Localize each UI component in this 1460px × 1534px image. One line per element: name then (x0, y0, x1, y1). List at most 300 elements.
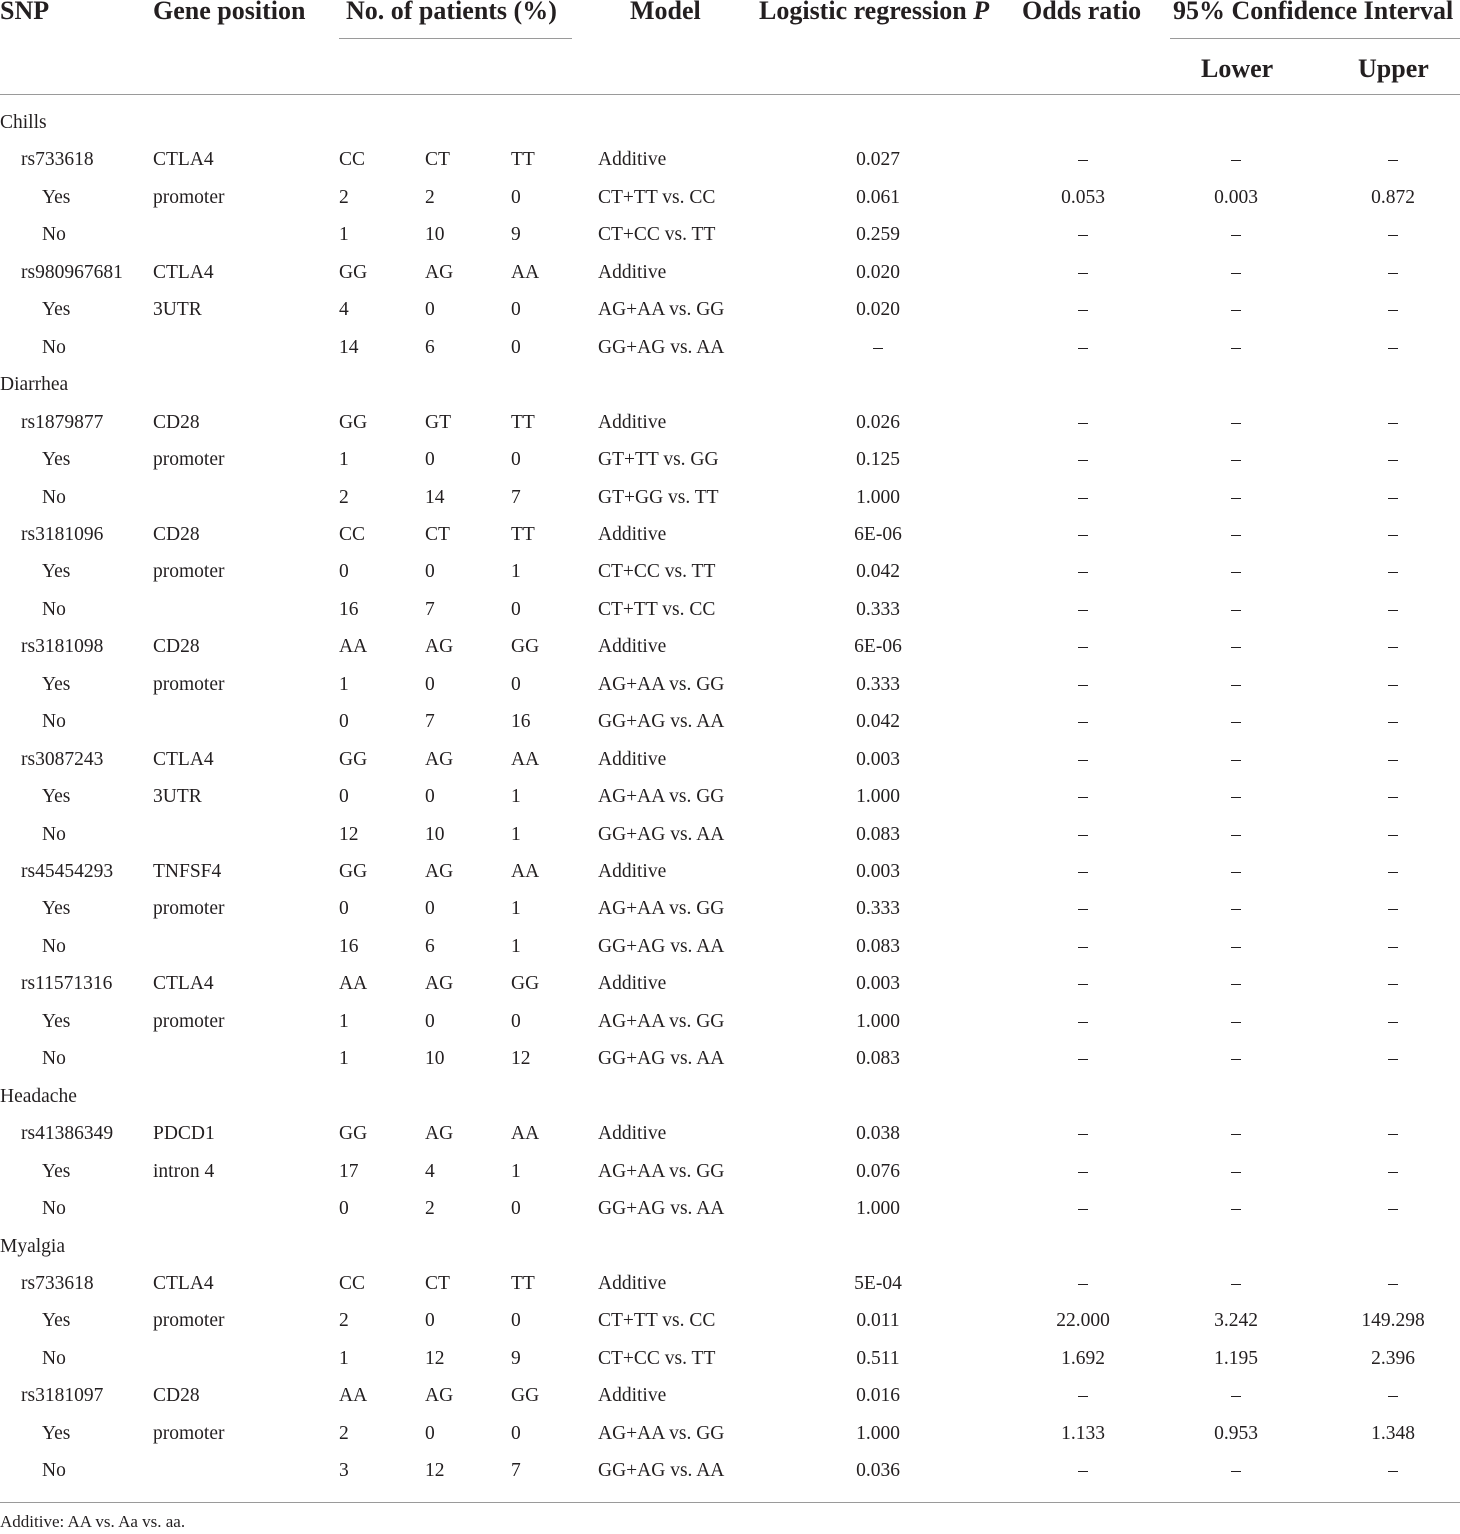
cell-ci-upper: – (1388, 1123, 1398, 1145)
cell-odds-ratio: – (1078, 748, 1088, 770)
cell-odds-ratio: – (1078, 598, 1088, 620)
cell-genotype-1: 0 (339, 711, 349, 733)
cell-ci-lower: – (1231, 1010, 1241, 1032)
cell-genotype-1: 1 (339, 673, 349, 695)
cell-model: AG+AA vs. GG (598, 1160, 725, 1182)
cell-genotype-2: 12 (425, 1347, 445, 1369)
cell-ci-upper: – (1388, 449, 1398, 471)
cell-genotype-3: 12 (511, 1048, 531, 1070)
cell-odds-ratio: – (1078, 561, 1088, 583)
cell-genotype-1: AA (339, 636, 368, 658)
cell-ci-lower: 1.195 (1214, 1347, 1258, 1369)
cell-p-value: 0.020 (856, 261, 900, 283)
cell-ci-upper: 1.348 (1371, 1422, 1415, 1444)
cell-odds-ratio: – (1078, 1048, 1088, 1070)
cell-snp: No (42, 336, 66, 358)
cell-snp: No (42, 1347, 66, 1369)
cell-genotype-1: 16 (339, 935, 359, 957)
cell-genotype-1: 2 (339, 1310, 349, 1332)
cell-ci-upper: – (1388, 711, 1398, 733)
cell-genotype-1: 17 (339, 1160, 359, 1182)
cell-ci-lower: – (1231, 1160, 1241, 1182)
cell-genotype-1: CC (339, 1272, 366, 1294)
cell-ci-lower: – (1231, 1123, 1241, 1145)
cell-genotype-3: 1 (511, 561, 521, 583)
cell-genotype-3: GG (511, 1385, 540, 1407)
cell-genotype-3: GG (511, 636, 540, 658)
cell-model: GG+AG vs. AA (598, 1460, 725, 1482)
cell-ci-upper: – (1388, 336, 1398, 358)
cell-genotype-3: 0 (511, 1198, 521, 1220)
cell-snp: rs3181096 (21, 523, 104, 545)
header-bottom-rule (0, 94, 1460, 95)
cell-gene-position: CTLA4 (153, 973, 214, 995)
cell-genotype-1: 0 (339, 1198, 349, 1220)
cell-p-value: 0.026 (856, 411, 900, 433)
cell-p-value: 0.042 (856, 711, 900, 733)
cell-ci-upper: – (1388, 149, 1398, 171)
cell-snp: No (42, 224, 66, 246)
cell-p-value: 0.333 (856, 598, 900, 620)
cell-genotype-1: 12 (339, 823, 359, 845)
cell-model: AG+AA vs. GG (598, 1010, 725, 1032)
cell-genotype-2: 0 (425, 898, 435, 920)
cell-genotype-2: AG (425, 636, 454, 658)
cell-odds-ratio: – (1078, 1123, 1088, 1145)
cell-genotype-1: 0 (339, 561, 349, 583)
cell-genotype-2: AG (425, 861, 454, 882)
cell-ci-upper: – (1388, 411, 1398, 433)
cell-genotype-1: GG (339, 748, 368, 770)
cell-odds-ratio: – (1078, 711, 1088, 733)
cell-gene-position: promoter (153, 1310, 225, 1332)
header-ci-underline (1170, 38, 1460, 39)
cell-genotype-1: GG (339, 411, 368, 433)
cell-p-value: 0.083 (856, 1048, 900, 1070)
cell-model: CT+TT vs. CC (598, 1310, 716, 1332)
cell-odds-ratio: – (1078, 786, 1088, 808)
cell-model: GT+TT vs. GG (598, 449, 719, 471)
cell-gene-position: TNFSF4 (153, 861, 222, 882)
cell-genotype-1: 16 (339, 598, 359, 620)
cell-ci-upper: – (1388, 561, 1398, 583)
cell-odds-ratio: – (1078, 898, 1088, 920)
cell-genotype-3: 0 (511, 598, 521, 620)
cell-model: CT+TT vs. CC (598, 186, 716, 208)
cell-snp: rs3087243 (21, 748, 104, 770)
cell-ci-lower: 0.003 (1214, 186, 1258, 208)
cell-ci-upper: – (1388, 1048, 1398, 1070)
cell-genotype-2: 10 (425, 1048, 445, 1070)
cell-p-value: – (873, 336, 883, 358)
cell-genotype-2: 6 (425, 336, 435, 358)
cell-p-value: 0.003 (856, 748, 900, 770)
cell-p-value: 1.000 (856, 786, 900, 808)
cell-p-value: 0.020 (856, 299, 900, 321)
cell-genotype-1: AA (339, 973, 368, 995)
cell-ci-upper: – (1388, 598, 1398, 620)
cell-gene-position: promoter (153, 673, 225, 695)
cell-gene-position: CTLA4 (153, 748, 214, 770)
cell-genotype-3: 7 (511, 1460, 521, 1482)
cell-snp: Yes (42, 1310, 71, 1332)
cell-p-value: 0.083 (856, 823, 900, 845)
cell-snp: Yes (42, 1160, 71, 1182)
cell-genotype-1: 14 (339, 336, 359, 358)
cell-gene-position: intron 4 (153, 1160, 215, 1182)
cell-ci-upper: – (1388, 224, 1398, 246)
cell-genotype-2: 2 (425, 1198, 435, 1220)
cell-genotype-3: 0 (511, 336, 521, 358)
cell-genotype-1: 2 (339, 1422, 349, 1444)
cell-snp: rs1879877 (21, 411, 104, 433)
cell-p-value: 0.036 (856, 1460, 900, 1482)
cell-snp: Yes (42, 561, 71, 583)
cell-snp: rs980967681 (21, 261, 123, 283)
cell-odds-ratio: 1.692 (1061, 1347, 1105, 1369)
cell-p-value: 0.011 (856, 1310, 900, 1332)
cell-snp: No (42, 598, 66, 620)
cell-gene-position: CD28 (153, 636, 200, 658)
cell-ci-upper: – (1388, 673, 1398, 695)
cell-p-value: 6E-06 (854, 523, 902, 545)
cell-p-value: 0.083 (856, 935, 900, 957)
cell-ci-upper: – (1388, 523, 1398, 545)
cell-odds-ratio: – (1078, 224, 1088, 246)
cell-model: CT+CC vs. TT (598, 224, 716, 246)
cell-odds-ratio: – (1078, 486, 1088, 508)
cell-genotype-2: AG (425, 1385, 454, 1407)
cell-odds-ratio: – (1078, 973, 1088, 995)
header-model: Model (630, 0, 701, 25)
cell-gene-position: CTLA4 (153, 1272, 214, 1294)
header-ci-lower: Lower (1201, 54, 1274, 83)
cell-odds-ratio: – (1078, 1272, 1088, 1294)
cell-model: GG+AG vs. AA (598, 711, 725, 733)
cell-model: AG+AA vs. GG (598, 786, 725, 808)
cell-genotype-2: 0 (425, 449, 435, 471)
cell-ci-upper: – (1388, 1385, 1398, 1407)
cell-genotype-2: 0 (425, 299, 435, 321)
cell-genotype-2: AG (425, 1123, 454, 1145)
cell-ci-upper: – (1388, 786, 1398, 808)
cell-ci-upper: – (1388, 486, 1398, 508)
cell-genotype-3: 1 (511, 898, 521, 920)
header-odds-ratio: Odds ratio (1022, 0, 1142, 25)
cell-model: Additive (598, 411, 667, 433)
cell-snp: rs733618 (21, 1272, 94, 1294)
cell-ci-lower: – (1231, 711, 1241, 733)
cell-ci-lower: – (1231, 636, 1241, 658)
cell-odds-ratio: – (1078, 1160, 1088, 1182)
cell-model: CT+CC vs. TT (598, 561, 716, 583)
header-snp: SNP (0, 0, 50, 25)
cell-genotype-1: 4 (339, 299, 349, 321)
cell-snp: Yes (42, 786, 71, 808)
cell-model: Additive (598, 748, 667, 770)
cell-genotype-2: AG (425, 748, 454, 770)
cell-genotype-1: 1 (339, 1048, 349, 1070)
table-bottom-rule (0, 1502, 1460, 1503)
cell-genotype-3: 7 (511, 486, 521, 508)
cell-ci-upper: – (1388, 1272, 1398, 1294)
cell-gene-position: CD28 (153, 523, 200, 545)
cell-ci-lower: – (1231, 898, 1241, 920)
cell-genotype-2: 2 (425, 186, 435, 208)
cell-p-value: 0.003 (856, 973, 900, 995)
cell-snp: Yes (42, 1010, 71, 1032)
cell-genotype-2: 12 (425, 1460, 445, 1482)
cell-odds-ratio: – (1078, 336, 1088, 358)
cell-genotype-3: TT (511, 1272, 535, 1294)
cell-p-value: 0.259 (856, 224, 900, 246)
cell-p-value: 0.027 (856, 149, 900, 171)
cell-genotype-1: CC (339, 523, 366, 545)
cell-genotype-1: 1 (339, 1010, 349, 1032)
cell-genotype-3: 9 (511, 1347, 521, 1369)
cell-genotype-3: 0 (511, 1422, 521, 1444)
section-label: Diarrhea (0, 374, 69, 396)
cell-ci-upper: – (1388, 1010, 1398, 1032)
cell-ci-lower: – (1231, 823, 1241, 845)
cell-genotype-3: 0 (511, 673, 521, 695)
cell-odds-ratio: – (1078, 935, 1088, 957)
header-patients: No. of patients (%) (346, 0, 557, 25)
cell-p-value: 0.333 (856, 898, 900, 920)
section-label: Myalgia (0, 1235, 65, 1257)
cell-model: Additive (598, 1272, 667, 1294)
cell-odds-ratio: – (1078, 1010, 1088, 1032)
header-ci-upper: Upper (1358, 54, 1429, 83)
cell-genotype-3: 1 (511, 823, 521, 845)
cell-snp: rs11571316 (21, 973, 113, 995)
cell-snp: Yes (42, 186, 71, 208)
cell-genotype-2: 7 (425, 711, 435, 733)
cell-snp: Yes (42, 449, 71, 471)
cell-snp: No (42, 1460, 66, 1482)
cell-genotype-1: GG (339, 261, 368, 283)
cell-odds-ratio: – (1078, 299, 1088, 321)
cell-genotype-1: 2 (339, 486, 349, 508)
cell-p-value: 0.038 (856, 1123, 900, 1145)
cell-gene-position: promoter (153, 1010, 225, 1032)
cell-model: GG+AG vs. AA (598, 336, 725, 358)
cell-odds-ratio: – (1078, 411, 1088, 433)
cell-genotype-3: 0 (511, 299, 521, 321)
cell-ci-upper: – (1388, 1160, 1398, 1182)
cell-p-value: 5E-04 (854, 1272, 902, 1294)
cell-genotype-2: AG (425, 973, 454, 995)
cell-p-value: 0.125 (856, 449, 900, 471)
cell-ci-lower: – (1231, 673, 1241, 695)
cell-gene-position: CD28 (153, 1385, 200, 1407)
cell-model: AG+AA vs. GG (598, 1422, 725, 1444)
cell-genotype-1: GG (339, 1123, 368, 1145)
cell-odds-ratio: 0.053 (1061, 186, 1105, 208)
cell-ci-upper: – (1388, 636, 1398, 658)
cell-genotype-3: AA (511, 748, 540, 770)
cell-odds-ratio: – (1078, 449, 1088, 471)
cell-ci-upper: – (1388, 861, 1398, 882)
cell-ci-lower: – (1231, 336, 1241, 358)
cell-genotype-1: 0 (339, 786, 349, 808)
cell-snp: rs45454293 (21, 861, 114, 882)
cell-genotype-3: AA (511, 261, 540, 283)
header-logistic-regression (759, 0, 989, 26)
cell-genotype-2: 0 (425, 786, 435, 808)
cell-snp: No (42, 823, 66, 845)
cell-model: GG+AG vs. AA (598, 1048, 725, 1070)
cell-model: CT+CC vs. TT (598, 1347, 716, 1369)
cell-gene-position: promoter (153, 561, 225, 583)
cell-odds-ratio: – (1078, 1460, 1088, 1482)
cell-gene-position: CTLA4 (153, 149, 214, 171)
cell-ci-lower: – (1231, 449, 1241, 471)
cell-genotype-1: CC (339, 149, 366, 171)
cell-p-value: 1.000 (856, 1422, 900, 1444)
cell-p-value: 0.061 (856, 186, 900, 208)
cell-odds-ratio: – (1078, 261, 1088, 283)
cell-p-value: 0.511 (856, 1347, 900, 1369)
cell-genotype-1: 1 (339, 224, 349, 246)
cell-genotype-1: 3 (339, 1460, 349, 1482)
cell-ci-lower: – (1231, 598, 1241, 620)
cell-genotype-1: 1 (339, 1347, 349, 1369)
cell-genotype-3: 16 (511, 711, 531, 733)
table-footnote: Additive: AA vs. Aa vs. aa. (0, 1511, 186, 1531)
cell-snp: No (42, 486, 66, 508)
cell-snp: Yes (42, 673, 71, 695)
cell-genotype-2: 4 (425, 1160, 435, 1182)
cell-genotype-3: 0 (511, 186, 521, 208)
cell-ci-lower: – (1231, 224, 1241, 246)
cell-genotype-2: 14 (425, 486, 445, 508)
header-confidence-interval: 95% Confidence Interval (1173, 0, 1454, 25)
cell-ci-lower: – (1231, 748, 1241, 770)
cell-ci-lower: – (1231, 1048, 1241, 1070)
cell-model: AG+AA vs. GG (598, 673, 725, 695)
cell-genotype-3: TT (511, 149, 535, 171)
cell-model: Additive (598, 1385, 667, 1407)
cell-genotype-3: AA (511, 1123, 540, 1145)
cell-ci-lower: 3.242 (1214, 1310, 1258, 1332)
cell-ci-lower: 0.953 (1214, 1422, 1258, 1444)
cell-gene-position: 3UTR (153, 299, 202, 321)
header-logistic-regression-label: Logistic regression (759, 0, 967, 25)
cell-ci-upper: 2.396 (1371, 1347, 1415, 1369)
cell-ci-upper: – (1388, 299, 1398, 321)
cell-genotype-2: AG (425, 261, 454, 283)
cell-model: GT+GG vs. TT (598, 486, 719, 508)
cell-genotype-3: 9 (511, 224, 521, 246)
cell-genotype-2: GT (425, 411, 451, 433)
cell-genotype-3: TT (511, 523, 535, 545)
cell-odds-ratio: – (1078, 673, 1088, 695)
cell-ci-upper: – (1388, 823, 1398, 845)
cell-genotype-1: AA (339, 1385, 368, 1407)
cell-genotype-3: 0 (511, 449, 521, 471)
cell-p-value: 0.003 (856, 861, 900, 882)
header-gene-position: Gene position (153, 0, 306, 25)
cell-genotype-2: 0 (425, 1010, 435, 1032)
cell-genotype-3: GG (511, 973, 540, 995)
cell-odds-ratio: – (1078, 823, 1088, 845)
cell-gene-position: CTLA4 (153, 261, 214, 283)
cell-genotype-2: 6 (425, 935, 435, 957)
cell-snp: Yes (42, 299, 71, 321)
cell-odds-ratio: 22.000 (1056, 1310, 1110, 1332)
cell-model: GG+AG vs. AA (598, 823, 725, 845)
cell-genotype-3: 1 (511, 786, 521, 808)
cell-model: Additive (598, 1123, 667, 1145)
cell-ci-upper: – (1388, 261, 1398, 283)
cell-snp: rs41386349 (21, 1123, 114, 1145)
cell-ci-upper: 149.298 (1361, 1310, 1425, 1332)
cell-gene-position: PDCD1 (153, 1123, 215, 1145)
cell-genotype-2: 0 (425, 673, 435, 695)
section-label: Headache (0, 1085, 77, 1107)
cell-model: Additive (598, 861, 667, 882)
cell-snp: No (42, 935, 66, 957)
cell-genotype-2: 10 (425, 224, 445, 246)
cell-gene-position: promoter (153, 898, 225, 920)
cell-ci-lower: – (1231, 149, 1241, 171)
cell-genotype-2: CT (425, 149, 450, 171)
cell-ci-lower: – (1231, 1460, 1241, 1482)
cell-ci-lower: – (1231, 561, 1241, 583)
cell-genotype-2: 10 (425, 823, 445, 845)
cell-model: Additive (598, 149, 667, 171)
cell-odds-ratio: – (1078, 1198, 1088, 1220)
cell-snp: No (42, 1198, 66, 1220)
cell-gene-position: 3UTR (153, 786, 202, 808)
cell-snp: rs3181098 (21, 636, 104, 658)
cell-ci-lower: – (1231, 299, 1241, 321)
cell-genotype-3: 0 (511, 1310, 521, 1332)
section-label: Chills (0, 112, 47, 133)
cell-genotype-3: 0 (511, 1010, 521, 1032)
cell-ci-upper: – (1388, 1460, 1398, 1482)
cell-genotype-3: 1 (511, 935, 521, 957)
cell-model: Additive (598, 261, 667, 283)
cell-p-value: 1.000 (856, 486, 900, 508)
cell-odds-ratio: – (1078, 636, 1088, 658)
cell-odds-ratio: – (1078, 861, 1088, 882)
cell-ci-upper: – (1388, 973, 1398, 995)
cell-odds-ratio: – (1078, 523, 1088, 545)
header-p-symbol: P (973, 0, 990, 25)
cell-ci-upper: – (1388, 1198, 1398, 1220)
cell-ci-lower: – (1231, 411, 1241, 433)
cell-odds-ratio: – (1078, 1385, 1088, 1407)
cell-snp: Yes (42, 898, 71, 920)
cell-odds-ratio: 1.133 (1061, 1422, 1105, 1444)
cell-genotype-3: 1 (511, 1160, 521, 1182)
cell-model: GG+AG vs. AA (598, 935, 725, 957)
cell-genotype-2: CT (425, 523, 450, 545)
cell-p-value: 0.042 (856, 561, 900, 583)
cell-snp: rs3181097 (21, 1385, 104, 1407)
cell-genotype-2: 0 (425, 1422, 435, 1444)
cell-genotype-1: GG (339, 861, 368, 882)
cell-ci-lower: – (1231, 486, 1241, 508)
cell-gene-position: CD28 (153, 411, 200, 433)
cell-p-value: 1.000 (856, 1010, 900, 1032)
cell-ci-upper: 0.872 (1371, 186, 1415, 208)
cell-gene-position: promoter (153, 1422, 225, 1444)
cell-ci-lower: – (1231, 861, 1241, 882)
cell-snp: No (42, 1048, 66, 1070)
